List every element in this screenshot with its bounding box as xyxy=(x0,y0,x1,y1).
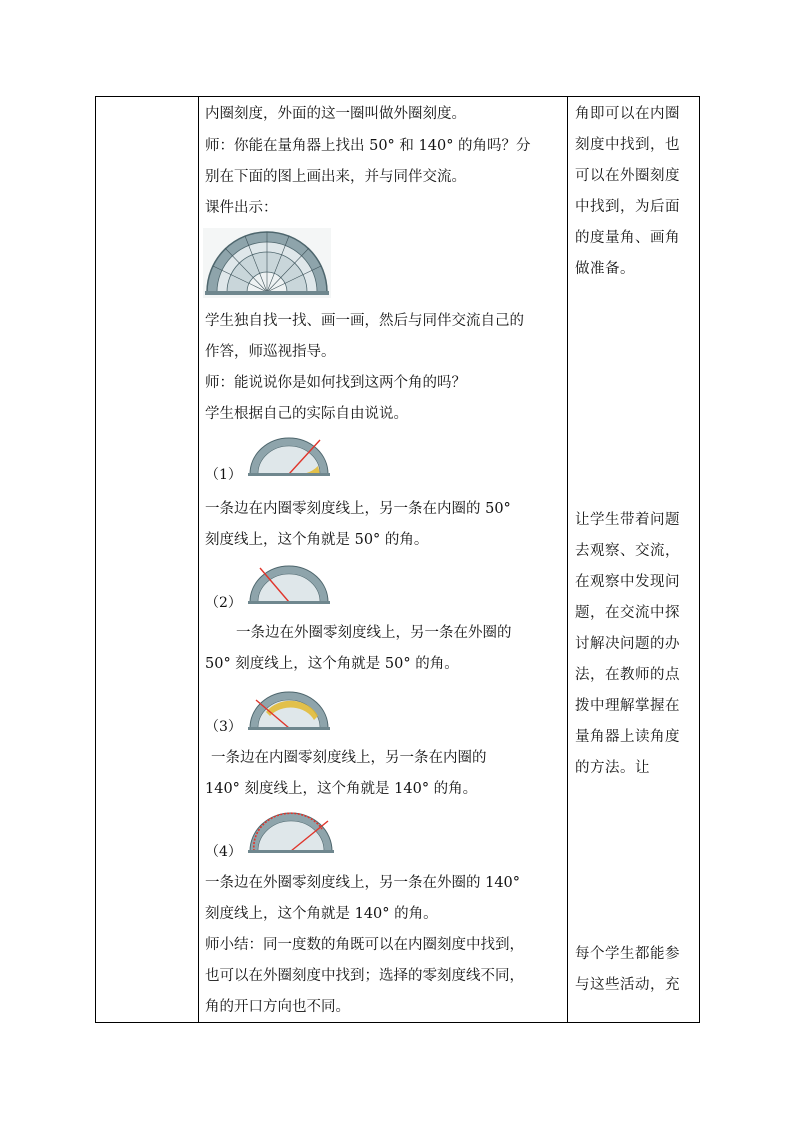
case-label-1: （1） xyxy=(205,467,242,483)
text-line-4: 课件出示： xyxy=(205,200,278,216)
text-line-15: 一条边在外圈零刻度线上，另一条在外圈的 140° xyxy=(205,875,521,891)
note-line-5: 的度量角、画角 xyxy=(575,230,680,246)
text-line-7: 师：能说说你是如何找到这两个角的吗？ xyxy=(205,375,466,391)
text-line-19: 角的开口方向也不同。 xyxy=(205,999,350,1015)
note-line-1: 角即可以在内圈 xyxy=(575,106,680,122)
protractor-case-2-image xyxy=(248,564,330,606)
note-line-17: 与这些活动，充 xyxy=(575,977,680,993)
table-bottom-border xyxy=(95,1022,700,1023)
note-line-4: 中找到，为后面 xyxy=(575,199,680,215)
left-column-cell xyxy=(96,97,198,1022)
table-divider-1 xyxy=(198,96,199,1023)
text-line-13: 一条边在内圈零刻度线上，另一条在内圈的 xyxy=(211,750,487,766)
note-line-12: 法，在教师的点 xyxy=(575,667,680,683)
protractor-case-1-image xyxy=(248,436,330,478)
main-protractor-image xyxy=(203,228,331,298)
table-divider-2 xyxy=(567,96,568,1023)
text-line-17: 师小结：同一度数的角既可以在内圈刻度中找到， xyxy=(205,937,524,953)
table-right-border xyxy=(699,96,700,1023)
text-line-8: 学生根据自己的实际自由说说。 xyxy=(205,406,408,422)
text-line-11: 一条边在外圈零刻度线上，另一条在外圈的 xyxy=(236,625,512,641)
text-line-18: 也可以在外圈刻度中找到；选择的零刻度线不同， xyxy=(205,968,524,984)
note-line-7: 让学生带着问题 xyxy=(575,512,680,528)
case-label-4: （4） xyxy=(205,844,242,860)
text-line-9: 一条边在内圈零刻度线上，另一条在内圈的 50° xyxy=(205,501,511,517)
case-label-2: （2） xyxy=(205,595,242,611)
note-line-3: 可以在外圈刻度 xyxy=(575,168,680,184)
note-line-9: 在观察中发现问 xyxy=(575,574,680,590)
text-line-6: 作答，师巡视指导。 xyxy=(205,344,336,360)
text-line-2: 师：你能在量角器上找出 50° 和 140° 的角吗？分 xyxy=(205,138,531,154)
text-line-3: 别在下面的图上画出来，并与同伴交流。 xyxy=(205,169,466,185)
note-line-13: 拨中理解掌握在 xyxy=(575,698,680,714)
text-line-12: 50° 刻度线上，这个角就是 50° 的角。 xyxy=(205,656,459,672)
text-line-16: 刻度线上，这个角就是 140° 的角。 xyxy=(205,906,438,922)
note-line-8: 去观察、交流， xyxy=(575,543,680,559)
note-line-11: 讨解决问题的办 xyxy=(575,636,680,652)
note-line-15: 的方法。让 xyxy=(575,760,650,776)
text-line-1: 内圈刻度，外面的这一圈叫做外圈刻度。 xyxy=(205,106,466,122)
protractor-case-4-image xyxy=(248,811,334,855)
note-line-2: 刻度中找到，也 xyxy=(575,137,680,153)
text-line-5: 学生独自找一找、画一画，然后与同伴交流自己的 xyxy=(205,313,524,329)
protractor-case-3-image xyxy=(248,690,330,732)
note-line-14: 量角器上读角度 xyxy=(575,729,680,745)
text-line-14: 140° 刻度线上，这个角就是 140° 的角。 xyxy=(205,781,478,797)
note-line-6: 做准备。 xyxy=(575,261,635,277)
note-line-16: 每个学生都能参 xyxy=(575,946,680,962)
case-label-3: （3） xyxy=(205,719,242,735)
text-line-10: 刻度线上，这个角就是 50° 的角。 xyxy=(205,532,429,548)
note-line-10: 题，在交流中探 xyxy=(575,605,680,621)
